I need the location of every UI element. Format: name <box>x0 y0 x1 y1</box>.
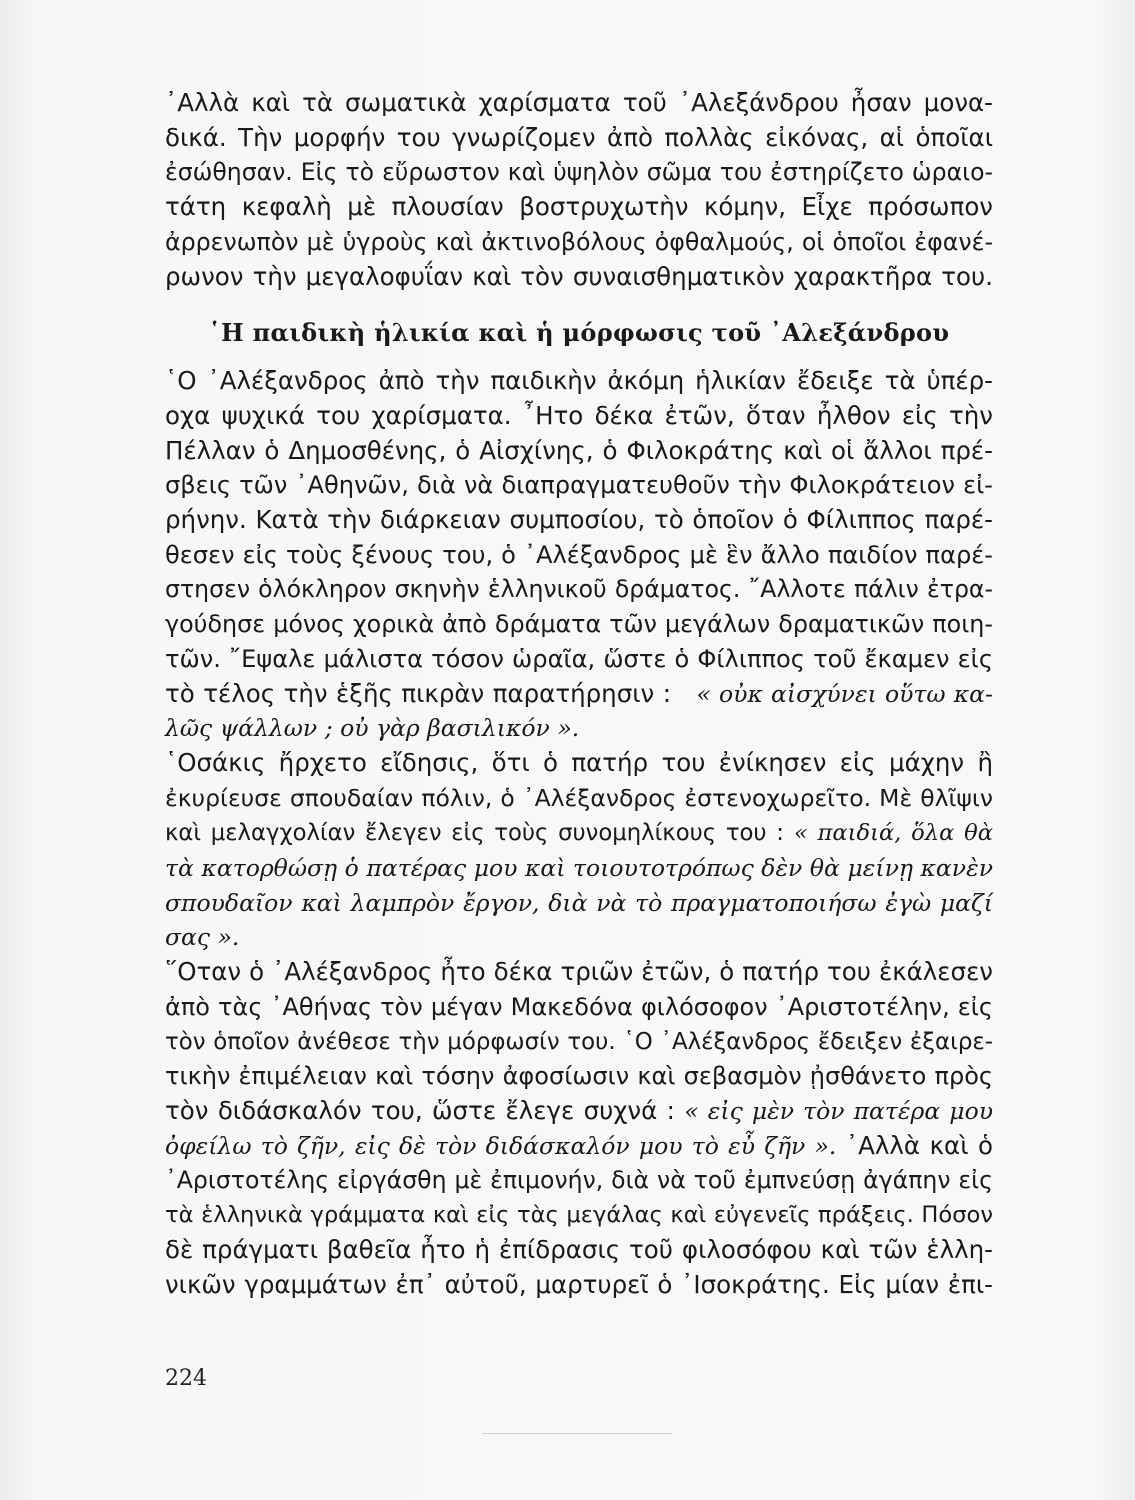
text-line <box>165 677 993 712</box>
text-line: ἐσώθησαν. Εἰς τὸ εὔρωστον καὶ ὑψηλὸν σῶμα του ἐστηρίζετο ὡραιο- <box>165 158 993 187</box>
quote-fragment: « οὐκ αἰσχύνει οὕτω κα- <box>696 679 993 708</box>
text-fragment: τὸ τέλος τὴν ἑξῆς πικρὰν παρατήρησιν : <box>165 678 671 708</box>
text-fragment: τὸν διδάσκαλόν του, ὥστε ἔλεγε συχνά : <box>165 1095 675 1125</box>
page-number: 224 <box>165 1366 207 1391</box>
text-line: ρήνην. Κατὰ τὴν διάρκειαν συμποσίου, τὸ ὁποῖον ὁ Φίλιππος παρέ- <box>165 505 993 535</box>
quote-fragment: ὀφείλω τὸ ζῆν, εἰς δὲ τὸν διδάσκαλόν μου τὸ εὖ ζῆν ». <box>165 1131 837 1160</box>
text-line: στησεν ὁλόκληρον σκηνὴν ἑλληνικοῦ δράματος. ῎Αλλοτε πάλιν ἐτρα- <box>165 575 993 604</box>
footer-divider <box>482 1433 672 1434</box>
text-line: ἀπὸ τὰς ᾿Αθήνας τὸν μέγαν Μακεδόνα φιλόσοφον ᾿Αριστοτέλην, εἰς <box>165 992 993 1021</box>
paragraph-physical-gifts <box>165 86 993 294</box>
text-line: δικά. Τὴν μορφήν του γνωρίζομεν ἀπὸ πολλὰς εἰκόνας, αἱ ὁποῖαι <box>165 122 993 152</box>
text-line: τικὴν ἐπιμέλειαν καὶ τόσην ἀφοσίωσιν καὶ σεβασμὸν ᾐσθάνετο πρὸς <box>165 1062 993 1091</box>
text-line: ἀρρενωπὸν μὲ ὑγροὺς καὶ ἀκτινοβόλους ὀφθαλμούς, οἱ ὁποῖοι ἐφανέ- <box>165 227 993 256</box>
quote-fragment: « εἰς μὲν τὸν πατέρα μου <box>684 1096 993 1125</box>
text-line: τάτη κεφαλὴ μὲ πλουσίαν βοστρυχωτὴν κόμην, Εἶχε πρόσωπον <box>165 192 993 222</box>
text-column <box>165 86 993 1302</box>
text-line <box>165 711 993 746</box>
text-line: οχα ψυχικά του χαρίσματα. ῏Ητο δέκα ἐτῶν, ὅταν ἦλθον εἰς τὴν <box>165 400 993 430</box>
text-fragment: καὶ μελαγχολίαν ἔλεγεν εἰς τοὺς συνομηλίκους του : <box>165 820 784 847</box>
text-line <box>165 815 993 851</box>
paragraph-victories <box>165 746 993 955</box>
text-line: δὲ πράγματι βαθεῖα ἦτο ἡ ἐπίδρασις τοῦ φιλοσόφου καὶ τῶν ἑλλη- <box>165 1234 993 1264</box>
text-line: ᾿Αριστοτέλης εἰργάσθη μὲ ἐπιμονήν, διὰ νὰ τοῦ ἐμπνεύσῃ ἀγάπην εἰς <box>165 1166 993 1195</box>
text-line: τὰ ἑλληνικὰ γράμματα καὶ εἰς τὰς μεγάλας καὶ εὐγενεῖς πράξεις. Πόσον <box>165 1202 993 1229</box>
text-line: ᾿Αλλὰ καὶ τὰ σωματικὰ χαρίσματα τοῦ ᾿Αλεξάνδρου ἦσαν μονα- <box>165 88 993 117</box>
text-line: θεσεν εἰς τοὺς ξένους του, ὁ ᾿Αλέξανδρος μὲ ἓν ἄλλο παιδίον παρέ- <box>165 540 993 569</box>
text-line: τὸν ὁποῖον ἀνέθεσε τὴν μόρφωσίν του. ῾Ο ᾿Αλέξανδρος ἔδειξεν ἐξαιρε- <box>165 1028 993 1055</box>
text-line: ρωνον τὴν μεγαλοφυΐαν καὶ τὸν συναισθηματικὸν χαρακτῆρα του. <box>165 261 993 291</box>
paragraph-childhood <box>165 364 993 746</box>
paragraph-aristotle <box>165 955 993 1302</box>
text-line: ἐκυρίευσε σπουδαίαν πόλιν, ὁ ᾿Αλέξανδρος ἐστενοχωρεῖτο. Μὲ θλῖψιν <box>165 783 993 812</box>
text-line <box>165 1129 993 1164</box>
text-line: τῶν. ῎Εψαλε μάλιστα τόσον ὡραῖα, ὥστε ὁ Φίλιππος τοῦ ἔκαμεν εἰς <box>165 644 993 673</box>
quote-line: σας ». <box>165 923 240 952</box>
text-line: ῾Οσάκις ἤρχετο εἴδησις, ὅτι ὁ πατήρ του ἐνίκησεν εἰς μάχην ἢ <box>165 747 993 777</box>
quote-fragment: λῶς ψάλλων ; οὐ γὰρ βασιλικόν ». <box>165 714 580 743</box>
text-line: ῾Ο ᾿Αλέξανδρος ἀπὸ τὴν παιδικὴν ἀκόμη ἡλικίαν ἔδειξε τὰ ὑπέρ- <box>165 366 993 396</box>
quote-fragment: « παιδιά, ὅλα θὰ <box>793 820 993 847</box>
quote-line: τὰ κατορθώσῃ ὁ πατέρας μου καὶ τοιουτοτρόπως δὲν θὰ μείνῃ κανὲν <box>165 854 993 883</box>
quote-line: σπουδαῖον καὶ λαμπρὸν ἔργον, διὰ νὰ τὸ πραγματοποιήσω ἐγὼ μαζί <box>165 888 993 917</box>
section-heading: ῾Η παιδικὴ ἡλικία καὶ ἡ μόρφωσις τοῦ ᾿Αλεξάνδρου <box>208 318 950 348</box>
text-line: γούδησε μόνος χορικὰ ἀπὸ δράματα τῶν μεγάλων δραματικῶν ποιη- <box>165 610 993 639</box>
text-line: ῞Οταν ὁ ᾿Αλέξανδρος ἦτο δέκα τριῶν ἐτῶν, ὁ πατήρ του ἐκάλεσεν <box>165 957 993 987</box>
text-line: σβεις τῶν ᾿Αθηνῶν, διὰ νὰ διαπραγματευθοῦν τὴν Φιλοκράτειον εἰ- <box>165 471 993 500</box>
text-line <box>165 1094 993 1129</box>
text-fragment: ᾿Αλλὰ καὶ ὁ <box>845 1130 993 1160</box>
text-line: Πέλλαν ὁ Δημοσθένης, ὁ Αἰσχίνης, ὁ Φιλοκράτης καὶ οἱ ἄλλοι πρέ- <box>165 435 993 465</box>
text-line: νικῶν γραμμάτων ἐπ᾿ αὐτοῦ, μαρτυρεῖ ὁ ᾿Ισοκράτης. Εἰς μίαν ἐπι- <box>165 1269 993 1299</box>
